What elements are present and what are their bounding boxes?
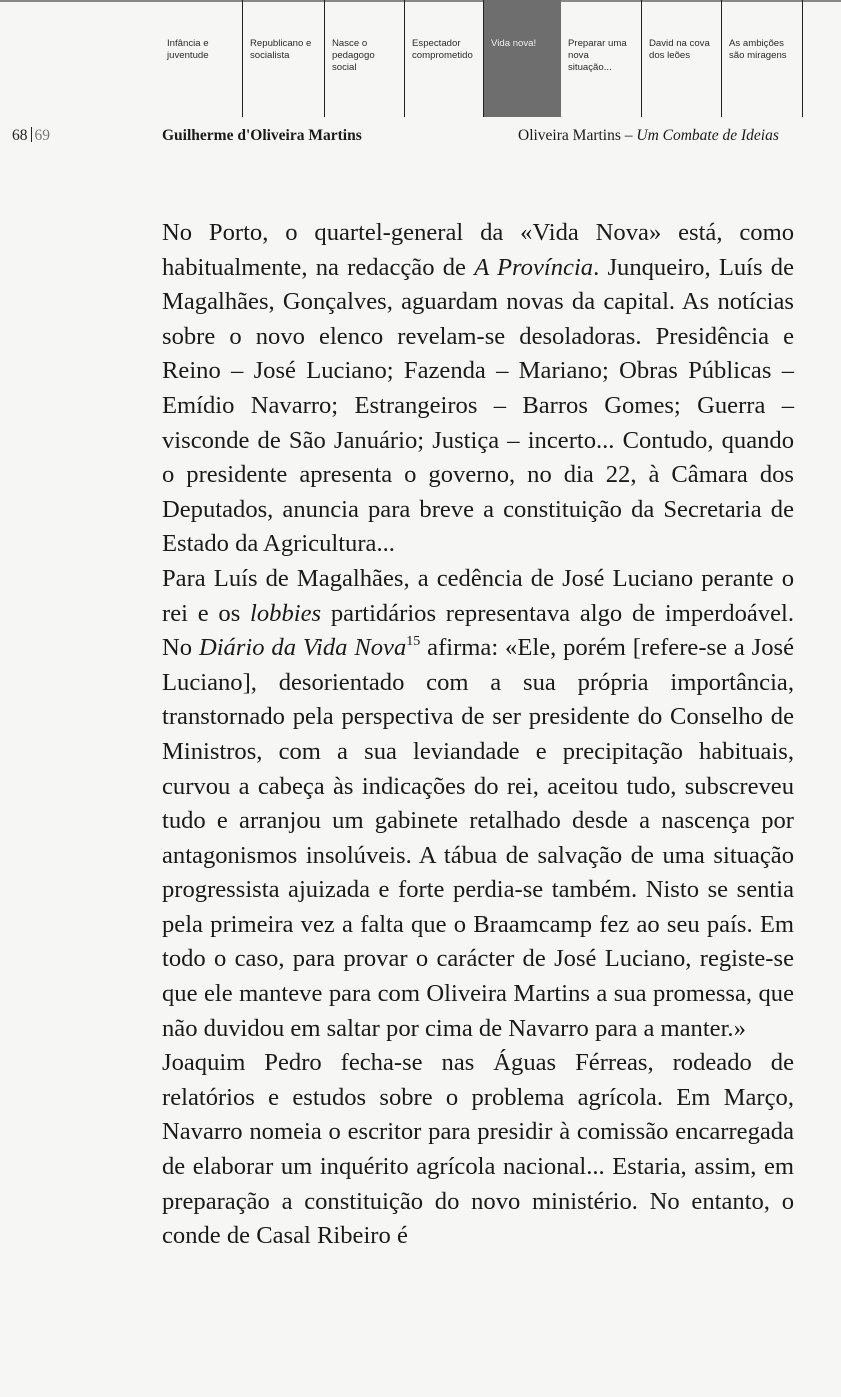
text-run: partidários representava algo de imperdoável. No [162,599,795,662]
page-number-left: 68 [12,127,28,144]
text-run: afirma: «Ele, porém [refere-se a José Luciano], desorientado com a sua própria importância, transtornado pela perspectiva de ser presidente do Conselho de Ministros, com a sua leviandade e precipitação habituais, curvou a cabeça às indicações do rei, aceitou tudo, subscreveu tudo e arranjou um gabinete retalhado desde a nascença por antagonismos insolúveis. A tábua de salvação de uma situação progressista ajuizada e forte perdia-se também. Nisto se sentia pela primeira vez a falta que o Braamcamp fez ao seu país. Em todo o caso, para provar o carácter de José Luciano, registe-se que ele manteve para com Oliveira Martins a sua promessa, que não duvidou em saltar por cima de Navarro para a manter.» [162,634,795,1042]
chapter-tab-label: Espectador comprometido [412,38,473,61]
page-number-right: 69 [34,127,50,144]
running-header-title [518,127,779,145]
text-run: Para Luís de Magalhães, a cedência de José Luciano perante o rei e os [162,564,794,627]
chapter-tab-infancia[interactable] [160,0,242,117]
italic-title: A Província [474,253,594,281]
page-number-divider [31,127,32,142]
running-title-subtitle: Um Combate de Ideias [636,127,779,144]
chapter-tab-label: As ambições são miragens [729,38,787,61]
italic-title: Diário da Vida Nova [198,634,407,662]
paragraph [162,1046,794,1254]
chapter-tab-label: Vida nova! [491,38,537,49]
chapter-tab-label: Preparar uma nova situação... [568,38,627,73]
chapter-tab-label: Infância e juventude [167,38,209,61]
paragraph [162,216,794,562]
body-text [162,216,794,1254]
running-header-author: Guilherme d'Oliveira Martins [162,127,362,144]
chapter-nav [0,0,841,120]
chapter-tab-espectador[interactable] [404,0,483,117]
chapter-tab-label: Nasce o pedagogo social [332,38,375,73]
paragraph [162,562,794,1046]
chapter-tab-david[interactable] [641,0,721,117]
chapter-tab-pedagogo[interactable] [324,0,404,117]
page-numbers [12,127,50,145]
chapter-tab-vida-nova[interactable] [483,0,561,117]
chapter-tab-preparar[interactable] [561,0,641,117]
chapter-tab-republicano[interactable] [242,0,324,117]
text-run: No Porto, o quartel-general da «Vida Nova» está, como habitualmente, na redacção de [162,219,794,281]
chapter-tab-label: David na cova dos leões [649,38,710,61]
footnote-ref[interactable]: 15 [406,634,421,650]
chapter-tab-ambicoes[interactable] [721,0,803,117]
text-run: Joaquim Pedro fecha-se nas Águas Férreas, rodeado de relatórios e estudos sobre o problema agrícola. Em Março, Navarro nomeia o escritor para presidir à comissão encarregada de elaborar um inquérito agrícola nacional... Estaria, assim, em preparação a constituição do novo ministério. No entanto, o conde de Casal Ribeiro é [162,1049,794,1250]
running-title-main: Oliveira Martins – [518,127,637,144]
italic-term: lobbies [250,599,322,627]
text-run: . Junqueiro, Luís de Magalhães, Gonçalves, aguardam novas da capital. As notícias sobre o novo elenco revelam-se desoladoras. Presidência e Reino – José Luciano; Fazenda – Mariano; Obras Públicas – Emídio Navarro; Estrangeiros – Barros Gomes; Guerra – visconde de São Januário; Justiça – incerto... Contudo, quando o presidente apresenta o governo, no dia 22, à Câmara dos Deputados, anuncia para breve a constituição da Secretaria de Estado da Agricultura... [162,253,795,558]
chapter-tab-label: Republicano e socialista [250,38,312,61]
